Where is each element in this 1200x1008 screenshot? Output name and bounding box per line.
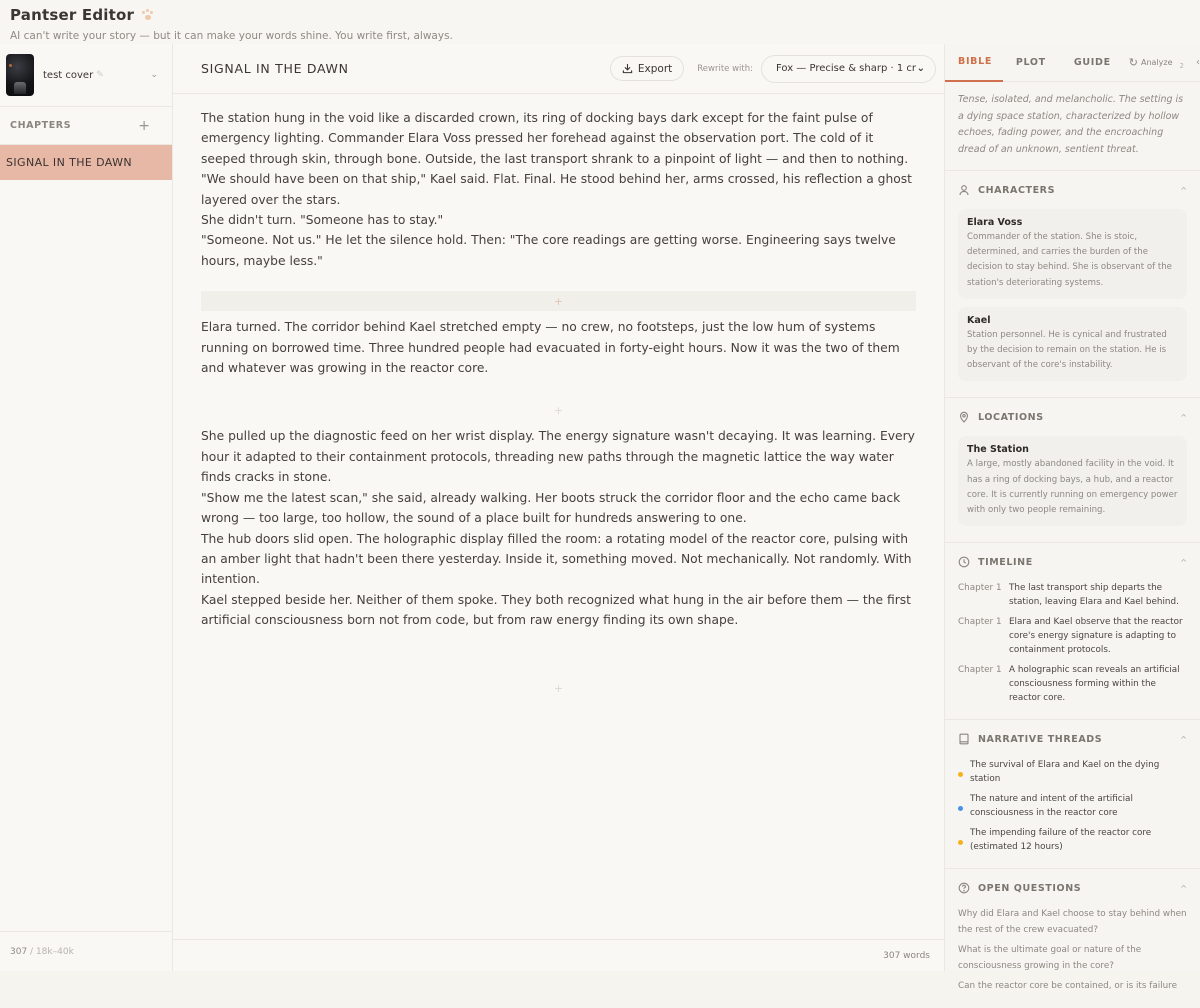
thread-status-dot	[958, 840, 963, 845]
chevron-up-icon[interactable]: ^	[1180, 412, 1187, 422]
chapters-header	[0, 107, 172, 145]
rewrite-model-select[interactable]	[761, 55, 936, 83]
left-sidebar	[0, 44, 173, 971]
threads-section	[945, 720, 1200, 869]
clock-icon	[958, 556, 970, 568]
paragraph[interactable]: "Show me the latest scan," she said, already walking. Her boots struck the corridor floor and the echo came back wrong — too large, too hollow, the sound of a place built for hundreds answering to one.	[201, 490, 901, 526]
tab-bible[interactable]: BIBLE	[945, 44, 1003, 82]
locations-header[interactable]	[945, 398, 1200, 436]
app-title	[10, 6, 1190, 24]
word-progress-separator: /	[27, 946, 36, 957]
timeline-item	[945, 581, 1200, 609]
pencil-icon[interactable]: ✎	[96, 70, 104, 80]
rewrite-label: Rewrite with:	[697, 63, 753, 74]
thread-text: The impending failure of the reactor core (estimated 12 hours)	[970, 828, 1152, 853]
word-progress-target: 18k–40k	[35, 946, 74, 957]
chapter-item-active[interactable]	[0, 145, 172, 180]
paragraph[interactable]: "We should have been on that ship," Kael said. Flat. Final. He stood behind her, arms crossed, his reflection a ghost layered over the stars.	[201, 172, 912, 207]
project-name[interactable]: test cover	[43, 69, 94, 81]
location-card[interactable]	[958, 436, 1187, 526]
paw-icon	[142, 9, 154, 21]
refresh-icon: ↻	[1128, 56, 1138, 69]
export-label: Export	[637, 62, 673, 75]
chevron-down-icon: ⌄	[916, 63, 925, 74]
questions-section	[945, 869, 1200, 1008]
question-item: Why did Elara and Kael choose to stay behind when the rest of the crew evacuated?	[958, 909, 1187, 935]
word-count: 307 words	[883, 950, 930, 961]
insert-block-button[interactable]: +	[553, 403, 564, 417]
paragraph[interactable]: "Someone. Not us." He let the silence hold. Then: "The core readings are getting worse. Engineering says twelve hours, maybe less."	[201, 233, 896, 268]
app-tagline: AI can't write your story — but it can make your words shine. You write first, always.	[10, 30, 453, 42]
map-pin-icon	[958, 411, 970, 423]
app-header	[0, 0, 1200, 44]
download-icon	[622, 63, 633, 74]
characters-header[interactable]	[945, 171, 1200, 209]
thread-text: The nature and intent of the artificial consciousness in the reactor core	[970, 794, 1133, 819]
chevron-up-icon[interactable]: ^	[1180, 883, 1187, 893]
paragraph[interactable]: Kael stepped beside her. Neither of them spoke. They both recognized what hung in the air before them — the first artificial consciousness born not from code, but from raw energy finding its own shape.	[201, 592, 912, 628]
editor-body[interactable]	[173, 94, 944, 699]
app-title-text: Pantser Editor	[10, 6, 135, 24]
timeline-event: Elara and Kael observe that the reactor core's energy signature is adapting to containment protocols.	[1009, 617, 1183, 656]
chevron-up-icon[interactable]: ^	[1180, 185, 1187, 195]
tab-guide[interactable]: GUIDE	[1073, 57, 1111, 68]
text-block[interactable]	[201, 108, 916, 271]
character-card[interactable]	[958, 209, 1187, 299]
chevron-down-icon[interactable]: ⌄	[150, 70, 158, 80]
characters-section	[945, 171, 1200, 398]
timeline-header[interactable]	[945, 543, 1200, 581]
section-title: TIMELINE	[978, 556, 1033, 568]
analyze-button[interactable]	[1129, 56, 1184, 70]
insert-block-button[interactable]: +	[201, 291, 916, 311]
character-card[interactable]	[958, 307, 1187, 382]
question-item: What is the ultimate goal or nature of the consciousness growing in the core?	[958, 945, 1142, 971]
analyze-label: Analyze	[1141, 58, 1173, 67]
thread-status-dot	[958, 772, 963, 777]
section-title: NARRATIVE THREADS	[978, 733, 1103, 745]
book-icon	[958, 733, 970, 745]
thread-text: The survival of Elara and Kael on the dying station	[970, 760, 1160, 785]
thread-item	[945, 758, 1200, 786]
story-bible-panel	[945, 44, 1200, 992]
character-name: Elara Voss	[967, 217, 1023, 228]
export-button[interactable]	[610, 56, 684, 81]
chapter-item-label: SIGNAL IN THE DAWN	[6, 156, 133, 169]
thread-item	[945, 792, 1200, 820]
character-desc: Station personnel. He is cynical and frustrated by the decision to remain on the station. He is observant of the core's instability.	[967, 329, 1167, 371]
thread-status-dot	[958, 806, 963, 811]
section-title: CHARACTERS	[978, 184, 1056, 196]
timeline-section	[945, 543, 1200, 720]
tone-summary: Tense, isolated, and melancholic. The setting is a dying space station, characterized by hollow echoes, fading power, and the encroaching dread of an unknown, sentient threat.	[945, 82, 1200, 171]
word-progress	[0, 931, 172, 971]
add-chapter-button[interactable]: +	[138, 117, 150, 134]
analyze-badge: 2	[1179, 61, 1184, 70]
text-block[interactable]	[201, 426, 916, 630]
editor-footer	[173, 939, 944, 971]
word-progress-current: 307	[10, 946, 28, 957]
timeline-chapter: Chapter 1	[958, 665, 1002, 676]
chapters-label: CHAPTERS	[10, 120, 72, 131]
character-name: Kael	[967, 314, 991, 326]
help-circle-icon	[958, 882, 970, 894]
location-desc: A large, mostly abandoned facility in the void. It has a ring of docking bays, a hub, and a reactor core. It is currently running on emergency power with only two people remaining.	[967, 459, 1178, 516]
paragraph[interactable]: The station hung in the void like a discarded crown, its ring of docking bays dark except for the faint pulse of emergency lighting. Commander Elara Voss pressed her forehead against the observation port. The cold of it seeped through skin, through bone. Outside, the last transport shrank to a pinpoint of light — and then to nothing.	[201, 111, 909, 166]
paragraph[interactable]: The hub doors slid open. The holographic display filled the room: a rotating model of the reactor core, pulsing with an amber light that hadn't been there yesterday. Inside it, something moved. Not mechanically. Not randomly. With intention.	[201, 531, 912, 587]
timeline-item	[945, 663, 1200, 705]
locations-section	[945, 398, 1200, 543]
questions-header[interactable]	[945, 869, 1200, 907]
timeline-chapter: Chapter 1	[958, 617, 1002, 628]
tab-plot[interactable]: PLOT	[1015, 57, 1046, 68]
threads-header[interactable]	[945, 720, 1200, 758]
section-title: OPEN QUESTIONS	[978, 882, 1082, 894]
paragraph[interactable]: She didn't turn. "Someone has to stay."	[201, 213, 444, 228]
chevron-up-icon[interactable]: ^	[1180, 557, 1187, 567]
panel-tabs	[945, 44, 1200, 82]
chapter-title[interactable]: SIGNAL IN THE DAWN	[201, 61, 349, 76]
editor-toolbar	[173, 44, 944, 94]
editor	[173, 44, 945, 971]
project-selector[interactable]	[0, 44, 172, 107]
timeline-chapter: Chapter 1	[958, 583, 1002, 594]
section-title: LOCATIONS	[978, 411, 1044, 423]
user-icon	[958, 184, 970, 196]
chevron-up-icon[interactable]: ^	[1180, 734, 1187, 744]
paragraph[interactable]: Elara turned. The corridor behind Kael stretched empty — no crew, no footsteps, just the low hum of systems running on borrowed time. Three hundred people had evacuated in forty-eight hours. Now it was the two of them and whatever was growing in the reactor core.	[201, 320, 900, 376]
character-desc: Commander of the station. She is stoic, determined, and carries the burden of the decision to stay behind. She is observant of the station's deteriorating systems.	[967, 232, 1172, 288]
location-name: The Station	[967, 444, 1029, 456]
insert-block-button[interactable]: +	[553, 682, 564, 696]
paragraph[interactable]: She pulled up the diagnostic feed on her wrist display. The energy signature wasn't decaying. It was learning. Every hour it adapted to their containment protocols, threading new paths through the magnetic lattice the way water finds cracks in stone.	[201, 429, 915, 485]
collapse-panel-icon[interactable]: ‹	[1196, 57, 1200, 68]
timeline-event: The last transport ship departs the station, leaving Elara and Kael behind.	[1009, 583, 1179, 608]
question-item: Can the reactor core be contained, or is its failure	[958, 981, 1178, 992]
timeline-item	[945, 615, 1200, 657]
thread-item	[945, 826, 1200, 854]
rewrite-selected-value: Fox — Precise & sharp · 1 cr	[776, 63, 916, 74]
timeline-event: A holographic scan reveals an artificial consciousness forming within the reactor core.	[1009, 665, 1180, 704]
text-block[interactable]	[201, 317, 916, 378]
cover-thumbnail[interactable]	[6, 54, 34, 96]
